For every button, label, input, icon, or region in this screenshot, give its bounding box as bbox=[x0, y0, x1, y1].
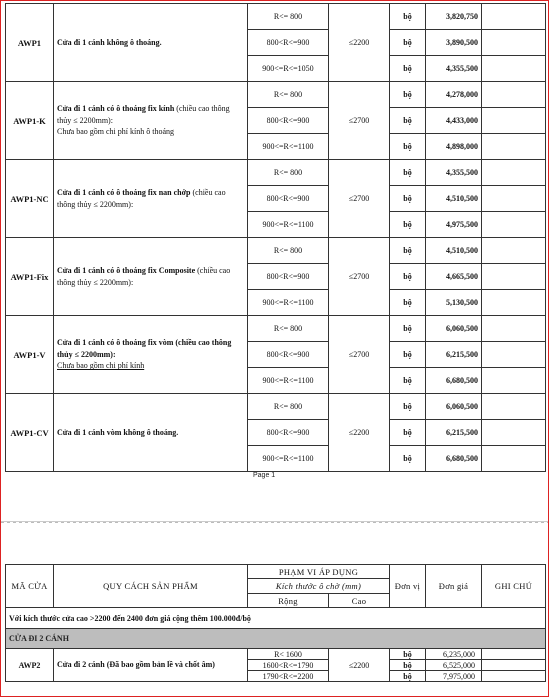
size-range: 800<R<=900 bbox=[248, 264, 329, 290]
height-limit: ≤2700 bbox=[329, 316, 390, 394]
unit-price: 6,235,000 bbox=[426, 649, 482, 660]
unit-price: 6,215,500 bbox=[426, 420, 482, 446]
size-range: 900<=R<=1100 bbox=[248, 290, 329, 316]
size-range: R<= 800 bbox=[248, 316, 329, 342]
unit-price: 4,510,500 bbox=[426, 186, 482, 212]
note-cell bbox=[482, 108, 546, 134]
description-rest: (chiều cao thông thủy ≤ 2200mm): bbox=[57, 187, 226, 209]
unit-price: 6,525,000 bbox=[426, 660, 482, 671]
unit: bộ bbox=[390, 160, 426, 186]
product-code: AWP1-NC bbox=[6, 160, 54, 238]
unit: bộ bbox=[390, 290, 426, 316]
unit: bộ bbox=[390, 671, 426, 682]
note-cell bbox=[482, 82, 546, 108]
unit-price: 4,510,500 bbox=[426, 238, 482, 264]
unit: bộ bbox=[390, 212, 426, 238]
unit: bộ bbox=[390, 56, 426, 82]
note-cell bbox=[482, 186, 546, 212]
header-don-gia: Đơn giá bbox=[426, 565, 482, 608]
note-cell bbox=[482, 394, 546, 420]
note-cell bbox=[482, 30, 546, 56]
size-range: 900<=R<=1050 bbox=[248, 56, 329, 82]
unit: bộ bbox=[390, 660, 426, 671]
note-cell bbox=[482, 290, 546, 316]
price-table-double-door bbox=[5, 564, 546, 682]
product-code: AWP1-CV bbox=[6, 394, 54, 472]
size-range: 900<=R<=1100 bbox=[248, 134, 329, 160]
size-range: 900<=R<=1100 bbox=[248, 212, 329, 238]
size-range: R<= 800 bbox=[248, 394, 329, 420]
size-range: 900<=R<=1100 bbox=[248, 368, 329, 394]
product-code: AWP1-Fix bbox=[6, 238, 54, 316]
note-cell bbox=[482, 134, 546, 160]
height-limit: ≤2700 bbox=[329, 238, 390, 316]
note-cell bbox=[482, 660, 546, 671]
product-description bbox=[54, 4, 248, 82]
unit: bộ bbox=[390, 342, 426, 368]
description-bold: Cửa đi 1 cánh có ô thoáng fix vòm (chiều cao thông thủy ≤ 2200mm): bbox=[57, 338, 232, 359]
unit-price: 4,355,500 bbox=[426, 56, 482, 82]
product-code: AWP1-K bbox=[6, 82, 54, 160]
height-limit: ≤2200 bbox=[329, 4, 390, 82]
description-note: Chưa bao gồm chi phí kính ô thoáng bbox=[57, 127, 174, 137]
product-description: Cửa đi 2 cánh (Đã bao gồm bản lề và chốt âm) bbox=[54, 649, 248, 682]
unit: bộ bbox=[390, 238, 426, 264]
description-bold: Cửa đi 1 cánh có ô thoáng fix kính bbox=[57, 104, 175, 114]
table-row bbox=[6, 4, 546, 30]
header-rong: Rộng bbox=[248, 594, 329, 608]
header-cao: Cao bbox=[329, 594, 390, 608]
table-row bbox=[6, 82, 546, 108]
unit-price: 4,898,000 bbox=[426, 134, 482, 160]
unit: bộ bbox=[390, 368, 426, 394]
unit-price: 4,665,500 bbox=[426, 264, 482, 290]
size-range: 1600<R<=1790 bbox=[248, 660, 329, 671]
height-surcharge-note: Với kích thước cửa cao >2200 đến 2400 đơn giá cộng thêm 100.000đ/bộ bbox=[6, 608, 546, 629]
size-range: 800<R<=900 bbox=[248, 342, 329, 368]
description-note: Chưa bao gồm chi phí kính bbox=[57, 361, 145, 371]
unit: bộ bbox=[390, 394, 426, 420]
height-limit: ≤2700 bbox=[329, 82, 390, 160]
size-range: 900<=R<=1100 bbox=[248, 446, 329, 472]
price-table-single-door bbox=[5, 3, 546, 472]
header-don-vi: Đơn vị bbox=[390, 565, 426, 608]
product-description bbox=[54, 394, 248, 472]
unit: bộ bbox=[390, 649, 426, 660]
page-gap bbox=[1, 521, 548, 570]
size-range: 800<R<=900 bbox=[248, 30, 329, 56]
height-limit: ≤2700 bbox=[329, 160, 390, 238]
product-description bbox=[54, 160, 248, 238]
description-bold: Cửa đi 1 cánh có ô thoáng fix Composite bbox=[57, 265, 196, 275]
product-description bbox=[54, 82, 248, 160]
note-cell bbox=[482, 342, 546, 368]
note-cell bbox=[482, 420, 546, 446]
unit: bộ bbox=[390, 82, 426, 108]
size-range: 800<R<=900 bbox=[248, 108, 329, 134]
unit: bộ bbox=[390, 186, 426, 212]
note-cell bbox=[482, 212, 546, 238]
unit: bộ bbox=[390, 134, 426, 160]
unit: bộ bbox=[390, 446, 426, 472]
size-range: 800<R<=900 bbox=[248, 420, 329, 446]
header-kich-thuoc: Kích thước ô chờ (mm) bbox=[248, 579, 390, 594]
unit-price: 6,060,500 bbox=[426, 394, 482, 420]
section-title: CỬA ĐI 2 CÁNH bbox=[6, 629, 546, 649]
size-range: 800<R<=900 bbox=[248, 186, 329, 212]
product-description bbox=[54, 238, 248, 316]
description-rest: (chiều cao thông thủy ≤ 2200mm): bbox=[57, 104, 230, 125]
page-break-line bbox=[1, 522, 548, 523]
size-range: R<= 800 bbox=[248, 4, 329, 30]
product-code: AWP1-V bbox=[6, 316, 54, 394]
note-cell bbox=[482, 446, 546, 472]
page-label: Page 1 bbox=[253, 472, 276, 479]
height-limit: ≤2200 bbox=[329, 394, 390, 472]
unit: bộ bbox=[390, 264, 426, 290]
unit-price: 6,215,500 bbox=[426, 342, 482, 368]
product-description bbox=[54, 316, 248, 394]
size-range: 1790<R<=2200 bbox=[248, 671, 329, 682]
note-cell bbox=[482, 56, 546, 82]
note-cell bbox=[482, 264, 546, 290]
header-ma-cua: MÃ CỬA bbox=[6, 565, 54, 608]
height-limit: ≤2200 bbox=[329, 649, 390, 682]
note-cell bbox=[482, 238, 546, 264]
table-row bbox=[6, 238, 546, 264]
unit: bộ bbox=[390, 420, 426, 446]
unit-price: 4,975,500 bbox=[426, 212, 482, 238]
product-code: AWP2 bbox=[6, 649, 54, 682]
size-range: R< 1600 bbox=[248, 649, 329, 660]
table-row bbox=[6, 316, 546, 342]
unit: bộ bbox=[390, 4, 426, 30]
description-bold: Cửa đi 1 cánh không ô thoáng. bbox=[57, 37, 162, 47]
note-cell bbox=[482, 316, 546, 342]
unit-price: 7,975,000 bbox=[426, 671, 482, 682]
note-cell bbox=[482, 160, 546, 186]
product-code: AWP1 bbox=[6, 4, 54, 82]
note-cell bbox=[482, 671, 546, 682]
unit: bộ bbox=[390, 30, 426, 56]
unit-price: 4,355,500 bbox=[426, 160, 482, 186]
header-quy-cach: QUY CÁCH SẢN PHẨM bbox=[54, 565, 248, 608]
unit-price: 6,060,500 bbox=[426, 316, 482, 342]
size-range: R<= 800 bbox=[248, 160, 329, 186]
table-row bbox=[6, 394, 546, 420]
note-cell bbox=[482, 4, 546, 30]
unit-price: 3,820,750 bbox=[426, 4, 482, 30]
note-cell bbox=[482, 649, 546, 660]
note-cell bbox=[482, 368, 546, 394]
description-bold: Cửa đi 1 cánh có ô thoáng fix nan chớp bbox=[57, 187, 191, 197]
size-range: R<= 800 bbox=[248, 238, 329, 264]
unit: bộ bbox=[390, 108, 426, 134]
unit-price: 6,680,500 bbox=[426, 368, 482, 394]
unit-price: 4,433,000 bbox=[426, 108, 482, 134]
unit-price: 3,890,500 bbox=[426, 30, 482, 56]
unit: bộ bbox=[390, 316, 426, 342]
header-ghi-chu: GHI CHÚ bbox=[482, 565, 546, 608]
description-rest: (chiều cao thông thủy ≤ 2200mm): bbox=[57, 265, 231, 287]
unit-price: 5,130,500 bbox=[426, 290, 482, 316]
unit-price: 6,680,500 bbox=[426, 446, 482, 472]
header-pham-vi: PHẠM VI ÁP DỤNG bbox=[248, 565, 390, 579]
description-bold: Cửa đi 1 cánh vòm không ô thoáng. bbox=[57, 427, 179, 437]
table-row bbox=[6, 160, 546, 186]
size-range: R<= 800 bbox=[248, 82, 329, 108]
unit-price: 4,278,000 bbox=[426, 82, 482, 108]
